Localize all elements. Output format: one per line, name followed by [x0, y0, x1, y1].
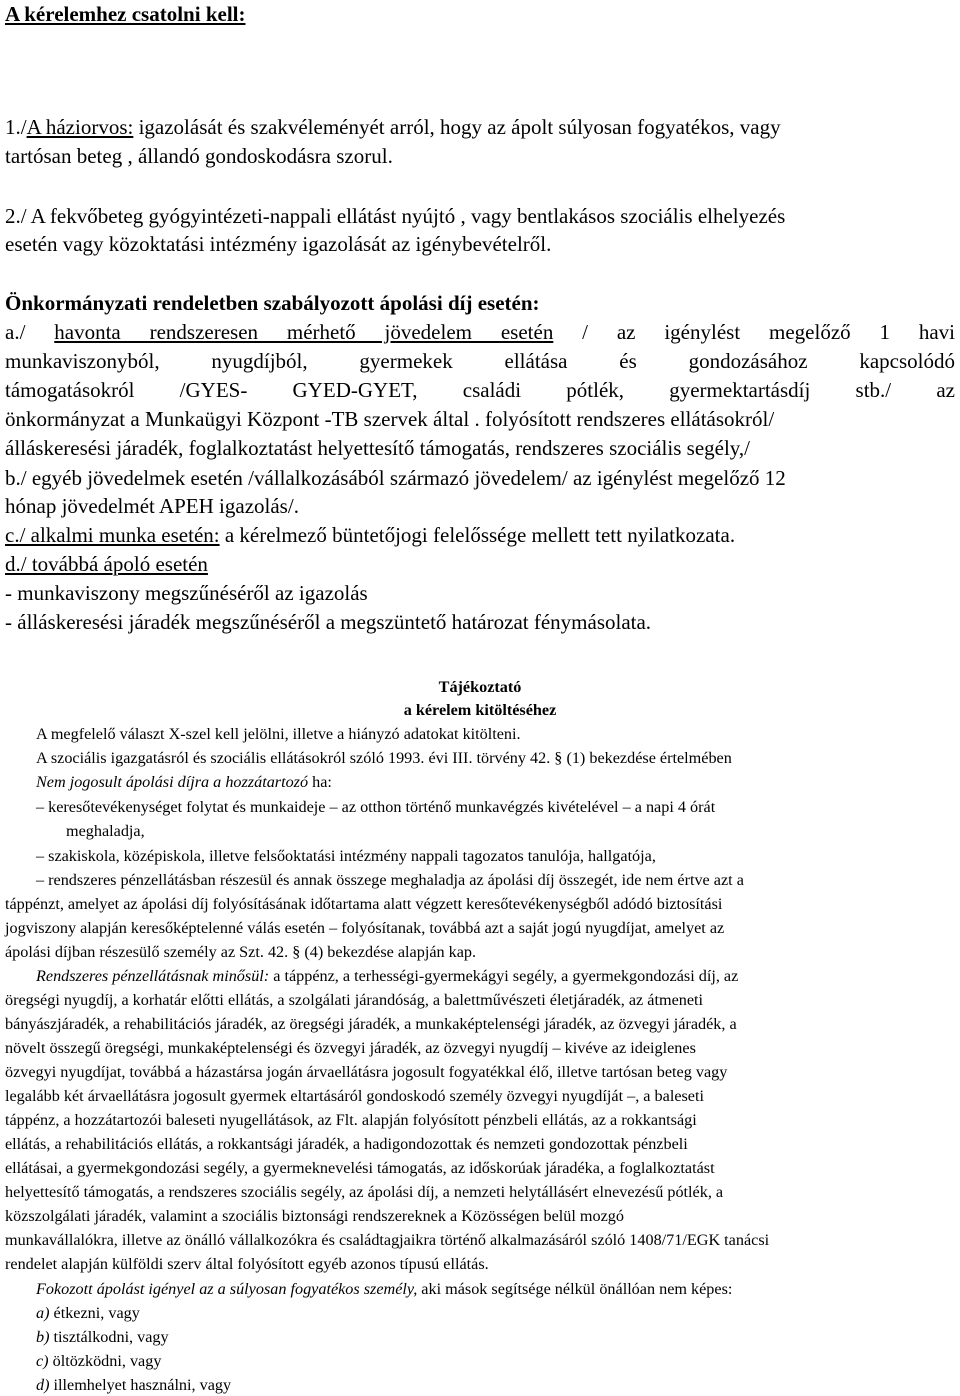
- para-b-line-1: b./ egyéb jövedelmek esetén /vállalkozásából származó jövedelem/ az igénylést megelőző 12: [5, 466, 786, 490]
- info-bullet-1-line-2: meghaladja,: [66, 822, 145, 840]
- info-rendszeres-line-13: rendelet alapján külföldi szerv által folyósított egyéb azonos típusú ellátás.: [5, 1255, 489, 1273]
- info-rendszeres-line-3: bányászjáradék, a rehabilitációs járadék, az öregségi járadék, a munkaképtelenségi járadék, az özvegyi járadék, a: [5, 1015, 737, 1033]
- para-a-line-2: munkaviszonyból, nyugdíjból, gyermekek ellátása és gondozásához kapcsolódó: [5, 349, 955, 373]
- info-rendszeres-line-12: munkavállalókra, illetve az önálló vállalkozókra és családtagjaikra történő alkalmazásáról szóló 1408/71/EGK tanácsi: [5, 1231, 770, 1249]
- info-rendszeres-line-4: növelt összegű öregségi, munkaképtelenségi és özvegyi járadék, az özvegyi nyugdíj – kivéve az ideiglenes: [5, 1039, 696, 1057]
- list-text: tisztálkodni, vagy: [49, 1328, 169, 1346]
- para-a-line-3: támogatásokról /GYES- GYED-GYET, családi pótlék, gyermektartásdíj stb./ az: [5, 378, 955, 402]
- item-1-label: A háziorvos:: [26, 115, 134, 139]
- item-1-line-1: [5, 115, 781, 139]
- info-rendszeres-italic: Rendszeres pénzellátásnak minősül:: [36, 967, 270, 985]
- info-bullet-3-line-1: – rendszeres pénzellátásban részesül és annak összege meghaladja az ápolási díj összegét, ide nem értve azt a: [36, 871, 744, 889]
- para-c-underlined: c./ alkalmi munka esetén:: [5, 523, 220, 547]
- list-label: a): [36, 1304, 50, 1322]
- para-a-underlined: havonta rendszeresen mérhető jövedelem esetén: [54, 320, 554, 344]
- item-2-line-2: esetén vagy közoktatási intézmény igazolását az igénybevételről.: [5, 232, 552, 256]
- info-rendszeres-line-7: táppénz, a hozzátartozói baleseti nyugellátások, az Flt. alapján folyósított pénzbeli ellátás, az a rokkantsági: [5, 1111, 697, 1129]
- para-c-line: [5, 523, 735, 547]
- info-p2: A szociális igazgatásról és szociális ellátásokról szóló 1993. évi III. törvény 42. § (1) bekezdése értelmében: [36, 749, 732, 767]
- list-label: d): [36, 1376, 50, 1394]
- item-2-line-1: 2./ A fekvőbeteg gyógyintézeti-nappali ellátást nyújtó , vagy bentlakásos szociális elhelyezés: [5, 204, 786, 228]
- info-rendszeres-line-5: özvegyi nyugdíjat, továbbá a házastársa jogán árvaellátásra jogosult fogyatékkal élő, illetve tartósan beteg vagy: [5, 1063, 728, 1081]
- info-p3-italic: Nem jogosult ápolási díjra a hozzátartozó: [36, 773, 309, 791]
- info-list-item-d: [36, 1375, 231, 1395]
- info-subtitle: a kérelem kitöltéséhez: [403, 701, 557, 719]
- list-label: b): [36, 1328, 50, 1346]
- list-text: illemhelyet használni, vagy: [49, 1376, 232, 1394]
- info-rendszeres-line-1: [36, 966, 738, 986]
- para-d-heading: d./ továbbá ápoló esetén: [5, 552, 208, 576]
- item-1-line-2: tartósan beteg , állandó gondoskodásra szorul.: [5, 144, 393, 168]
- para-c-rest: a kérelmező büntetőjogi felelőssége mellett tett nyilatkozata.: [219, 523, 736, 547]
- para-a-prefix: a./: [5, 320, 26, 344]
- para-a-line-4: önkormányzat a Munkaügyi Központ -TB szervek által . folyósított rendszeres ellátásokról/: [5, 407, 775, 431]
- info-rendszeres-line-11: közszolgálati járadék, valamint a szociális biztonsági rendszereknek a Közösségen belül mozgó: [5, 1207, 624, 1225]
- info-fokozott-rest: aki mások segítsége nélkül önállóan nem képes:: [417, 1280, 733, 1298]
- attachments-heading: A kérelemhez csatolni kell:: [5, 2, 246, 26]
- info-bullet-2: – szakiskola, középiskola, illetve felsőoktatási intézmény nappali tagozatos tanulója, hallgatója,: [36, 847, 656, 865]
- info-fokozott-italic: Fokozott ápolást igényel az a súlyosan fogyatékos személy,: [36, 1280, 418, 1298]
- info-rendszeres-rest: a táppénz, a terhességi-gyermekágyi segély, a gyermekgondozási díj, az: [269, 967, 739, 985]
- info-rendszeres-line-2: öregségi nyugdíj, a korhatár előtti ellátás, a szolgálati járandóság, a balettművészeti életjáradék, az átmeneti: [5, 991, 704, 1009]
- para-d-line-3: - álláskeresési járadék megszűnéséről a megszüntető határozat fénymásolata.: [5, 610, 652, 634]
- para-d-line-2: - munkaviszony megszűnéséről az igazolás: [5, 581, 368, 605]
- info-bullet-3-line-2: táppénzt, amelyet az ápolási díj folyósításának időtartama alatt végzett keresőtevékenységből adódó biztosítási: [5, 895, 723, 913]
- section-heading: Önkormányzati rendeletben szabályozott ápolási díj esetén:: [5, 291, 540, 315]
- list-text: étkezni, vagy: [49, 1304, 140, 1322]
- para-a-rest: / az igénylést megelőző 1 havi: [553, 320, 956, 344]
- info-rendszeres-line-8: ellátás, a rehabilitációs ellátás, a rokkantsági járadék, a hadigondozottak és nemzeti gondozottak pénzbeli: [5, 1135, 688, 1153]
- info-p3-rest: ha:: [308, 773, 332, 791]
- info-fokozott: [36, 1279, 732, 1299]
- info-rendszeres-line-6: legalább két árvaellátásra jogosult gyermek eltartásáról gondoskodó személy özvegyi nyugdíját –, a baleseti: [5, 1087, 704, 1105]
- info-list-item-b: [36, 1327, 169, 1347]
- para-a-line-1: [5, 320, 955, 344]
- info-rendszeres-line-9: ellátásai, a gyermekgondozási segély, a gyermeknevelési támogatás, az időskorúak járadéka, a foglalkoztatást: [5, 1159, 715, 1177]
- info-p3: [36, 772, 332, 792]
- info-list-item-c: [36, 1351, 161, 1371]
- para-a-line-5: álláskeresési járadék, foglalkoztatást helyettesítő támogatás, rendszeres szociális segély,/: [5, 436, 751, 460]
- item-1-text: igazolását és szakvéleményét arról, hogy az ápolt súlyosan fogyatékos, vagy: [133, 115, 781, 139]
- info-bullet-3-line-3: jogviszony alapján keresőképtelenné válás esetén – folyósítanak, továbbá azt a saját jogú nyugdíjat, amelyet az: [5, 919, 725, 937]
- info-bullet-3-line-4: ápolási díjban részesülő személy az Szt. 42. § (4) bekezdése alapján kap.: [5, 943, 477, 961]
- list-text: öltözködni, vagy: [48, 1352, 162, 1370]
- info-p1: A megfelelő választ X-szel kell jelölni, illetve a hiányzó adatokat kitölteni.: [36, 725, 521, 743]
- info-rendszeres-line-10: helyettesítő támogatás, a rendszeres szociális segély, az ápolási díj, a nemzeti helytállásért elnevezésű pótlék, a: [5, 1183, 724, 1201]
- para-b-line-2: hónap jövedelmét APEH igazolás/.: [5, 494, 299, 518]
- info-bullet-1-line-1: – keresőtevékenységet folytat és munkaideje – az otthon történő munkavégzés kivételével – a napi 4 órát: [36, 798, 716, 816]
- info-list-item-a: [36, 1303, 140, 1323]
- item-1-number: 1./: [5, 115, 27, 139]
- info-title: Tájékoztató: [438, 678, 522, 696]
- list-label: c): [36, 1352, 49, 1370]
